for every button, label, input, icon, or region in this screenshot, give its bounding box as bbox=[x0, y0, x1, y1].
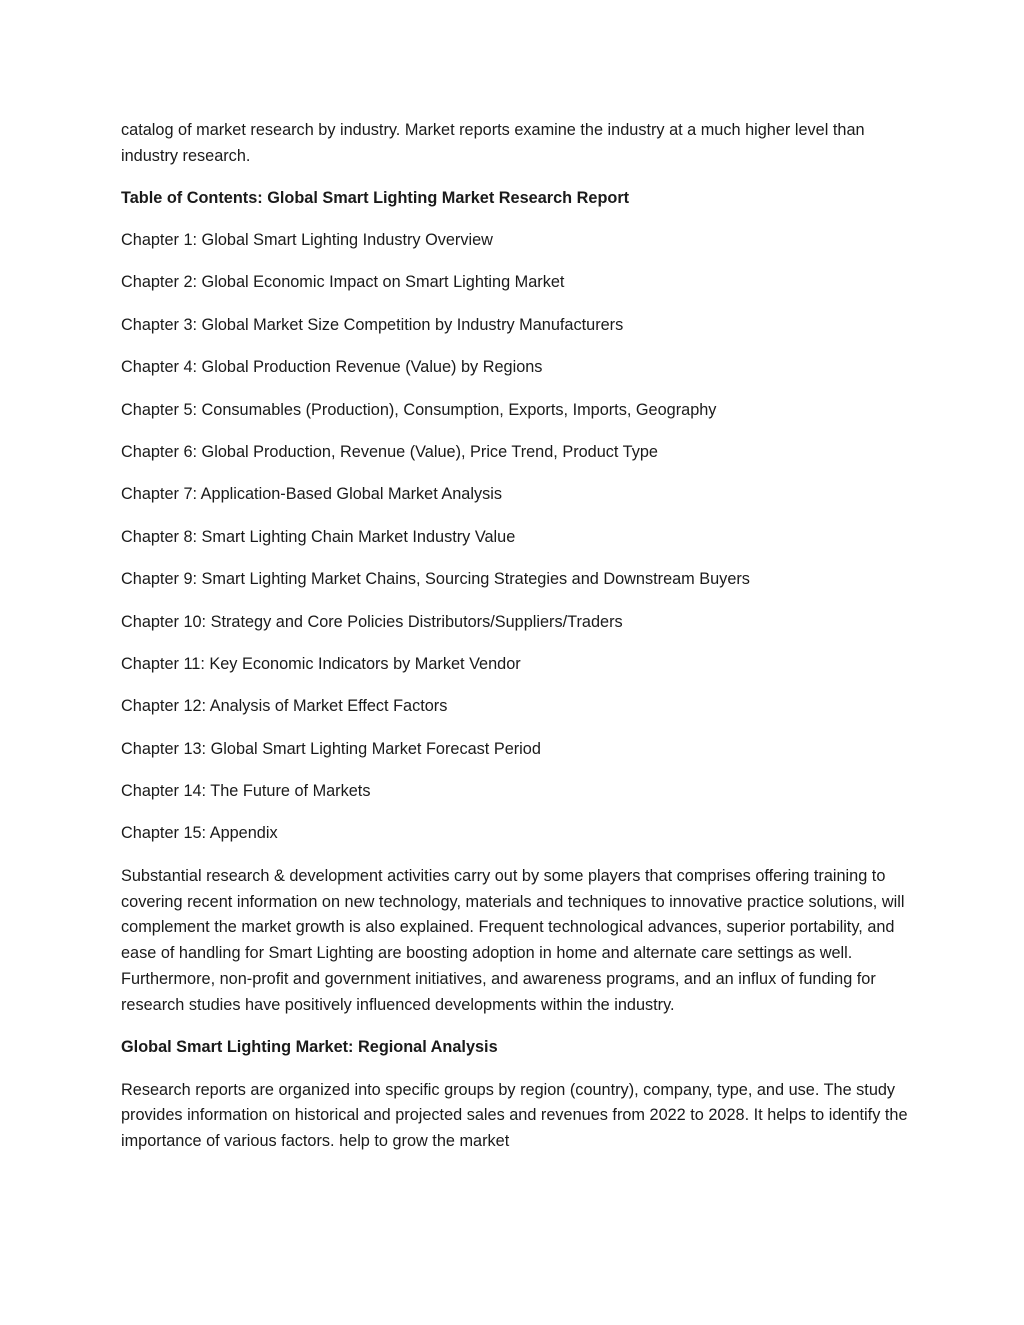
chapter-item: Chapter 14: The Future of Markets bbox=[121, 782, 371, 801]
chapter-list bbox=[121, 228, 911, 847]
chapter-item: Chapter 5: Consumables (Production), Consumption, Exports, Imports, Geography bbox=[121, 400, 717, 419]
chapter-item: Chapter 10: Strategy and Core Policies Distributors/Suppliers/Traders bbox=[121, 612, 623, 631]
chapter-item: Chapter 13: Global Smart Lighting Market Forecast Period bbox=[121, 739, 541, 758]
chapter-item: Chapter 9: Smart Lighting Market Chains, Sourcing Strategies and Downstream Buyers bbox=[121, 570, 750, 589]
chapter-item: Chapter 4: Global Production Revenue (Value) by Regions bbox=[121, 358, 543, 377]
regional-heading: Global Smart Lighting Market: Regional Analysis bbox=[121, 1038, 498, 1057]
toc-heading: Table of Contents: Global Smart Lighting Market Research Report bbox=[121, 188, 630, 207]
chapter-item: Chapter 6: Global Production, Revenue (Value), Price Trend, Product Type bbox=[121, 442, 658, 461]
chapter-item: Chapter 15: Appendix bbox=[121, 824, 278, 843]
research-paragraph: Substantial research & development activities carry out by some players that comprises offering training to covering recent information on new technology, materials and techniques to innovative practice solutions, will complement the market growth is also explained. Frequent technological advances, superior portability, and ease of handling for Smart Lighting are boosting adoption in home and alternate care settings as well. Furthermore, non-profit and government initiatives, and awareness programs, and an influx of funding for research studies have positively influenced developments within the industry. bbox=[121, 866, 905, 1014]
chapter-item: Chapter 3: Global Market Size Competition by Industry Manufacturers bbox=[121, 315, 624, 334]
chapter-item: Chapter 1: Global Smart Lighting Industry Overview bbox=[121, 230, 493, 249]
chapter-item: Chapter 2: Global Economic Impact on Smart Lighting Market bbox=[121, 273, 565, 292]
document-page bbox=[121, 118, 911, 1172]
chapter-item: Chapter 8: Smart Lighting Chain Market Industry Value bbox=[121, 527, 516, 546]
chapter-item: Chapter 11: Key Economic Indicators by Market Vendor bbox=[121, 654, 521, 673]
regional-paragraph: Research reports are organized into specific groups by region (country), company, type, and use. The study provides information on historical and projected sales and revenues from 2022 to 2028. It helps to identify the importance of various factors. help to grow the market bbox=[121, 1080, 908, 1151]
chapter-item: Chapter 7: Application-Based Global Market Analysis bbox=[121, 485, 503, 504]
chapter-item: Chapter 12: Analysis of Market Effect Factors bbox=[121, 697, 448, 716]
intro-paragraph: catalog of market research by industry. Market reports examine the industry at a much higher level than industry research. bbox=[121, 121, 865, 165]
